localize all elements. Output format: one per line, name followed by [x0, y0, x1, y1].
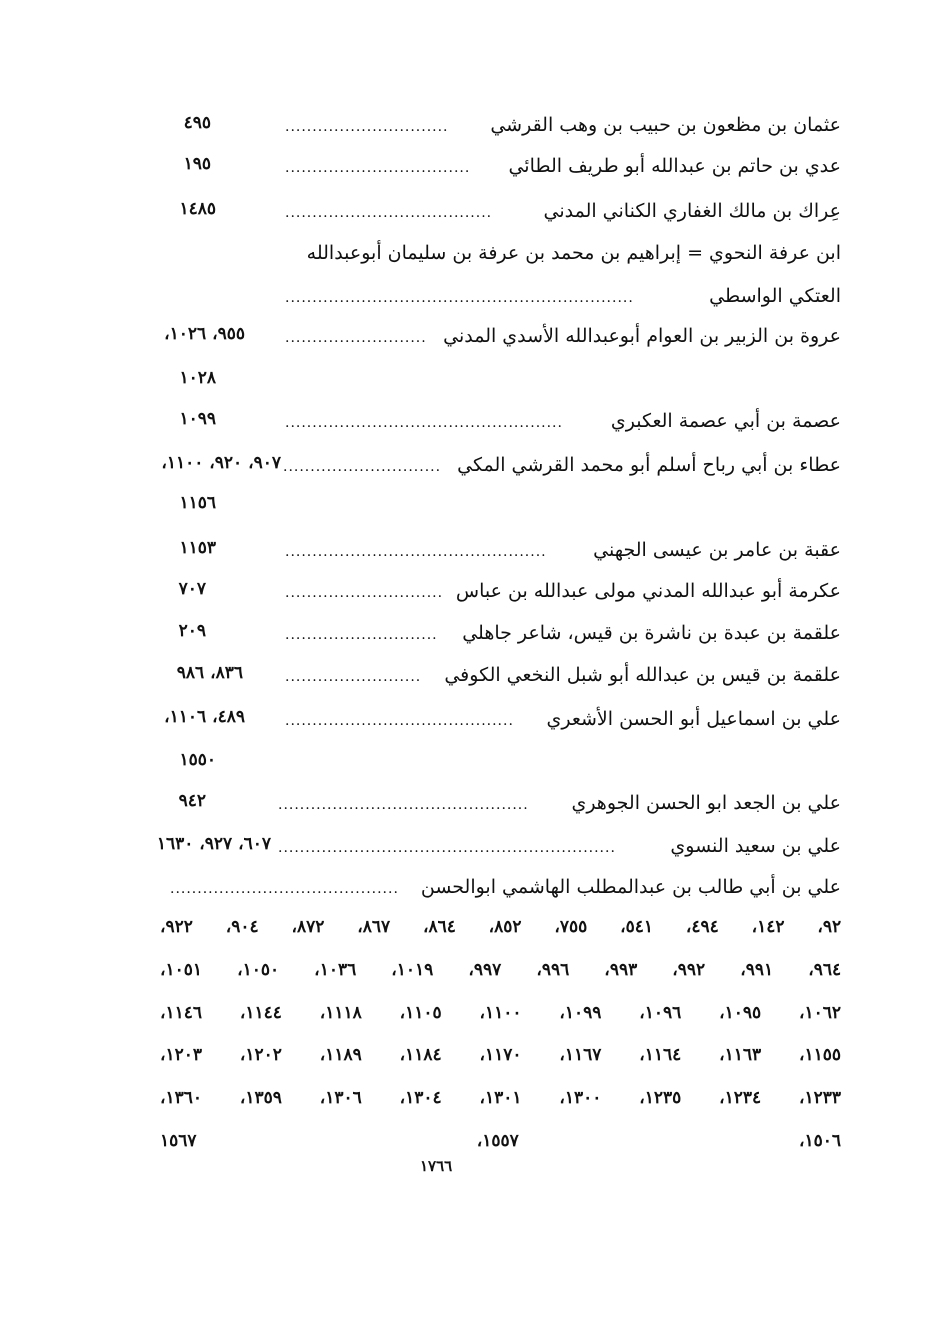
entry-name: عِراك بن مالك الغفاري الكناني المدني	[543, 200, 841, 222]
entry-name: علي بن اسماعيل أبو الحسن الأشعري	[546, 708, 841, 730]
leader-dots: ..............................	[285, 119, 449, 135]
entry-name: عطاء بن أبي رباح أسلم أبو محمد القرشي المكي	[457, 454, 841, 476]
leader-dots: ................................................	[285, 544, 547, 560]
leader-dots: ..............................................................	[278, 840, 616, 856]
continuation-pages: ٩٢، ١٤٢، ٤٩٤، ٥٤١، ٧٥٥، ٨٥٢، ٨٦٤، ٨٦٧، ٨٧٢، ٩٠٤، ٩٢٢،	[160, 917, 842, 937]
continuation-pages: ١٥٠٦، ١٥٥٧، ١٥٦٧	[160, 1131, 841, 1151]
entry-pages: ٨٣٦، ٩٨٦	[176, 663, 243, 683]
entry-pages: ٤٨٩، ١١٠٦،	[164, 707, 245, 727]
leader-dots: ......................................	[285, 205, 493, 221]
leader-dots: ..................................	[285, 160, 471, 176]
entry-name: علقمة بن عبدة بن ناشرة بن قيس، شاعر جاهلي	[462, 622, 841, 644]
entry-pages: ١٤٨٥	[179, 199, 216, 219]
leader-dots: ............................	[285, 627, 438, 643]
entry-name: عصمة بن أبي عصمة العكبري	[610, 410, 841, 432]
entry-name: علقمة بن قيس بن عبدالله أبو شبل النخعي الكوفي	[444, 664, 841, 686]
leader-dots: ..........................................	[285, 713, 514, 729]
entry-name: ابن عرفة النحوي = إبراهيم بن محمد بن عرفة بن سليمان أبوعبدالله	[306, 242, 841, 264]
leader-dots: .............................	[283, 459, 442, 475]
entry-pages: ١٠٩٩	[179, 409, 216, 429]
continuation-pages: ١٠٦٢، ١٠٩٥، ١٠٩٦، ١٠٩٩، ١١٠٠، ١١٠٥، ١١١٨، ١١٤٤، ١١٤٦،	[160, 1003, 842, 1023]
leader-dots: ..........................	[285, 330, 427, 346]
entry-name: عدي بن حاتم بن عبدالله أبو طريف الطائي	[508, 155, 841, 177]
continuation-pages: ٩٦٤، ٩٩١، ٩٩٢، ٩٩٣، ٩٩٦، ٩٩٧، ١٠١٩، ١٠٣٦، ١٠٥٠، ١٠٥١،	[160, 960, 842, 980]
continuation-pages: ١١٥٥، ١١٦٣، ١١٦٤، ١١٦٧، ١١٧٠، ١١٨٤، ١١٨٩، ١٢٠٢، ١٢٠٣،	[160, 1045, 842, 1065]
entry-name: عكرمة أبو عبدالله المدني مولى عبدالله بن عباس	[455, 580, 841, 602]
entry-pages: ٤٩٥	[183, 113, 211, 133]
entry-pages: ١٥٥٠	[179, 750, 216, 770]
entry-name: عثمان بن مظعون بن حبيب بن وهب القرشي	[490, 114, 841, 136]
entry-pages: ٩٤٢	[178, 791, 206, 811]
leader-dots: ..............................................	[278, 797, 529, 813]
entry-name: علي بن أبي طالب بن عبدالمطلب الهاشمي ابوالحسن	[420, 876, 841, 898]
leader-dots: .........................	[285, 669, 422, 685]
entry-name: عقبة بن عامر بن عيسى الجهني	[593, 539, 841, 561]
entry-name: عروة بن الزبير بن العوام أبوعبدالله الأسدي المدني	[443, 325, 841, 347]
continuation-pages: ١٢٣٣، ١٢٣٤، ١٢٣٥، ١٣٠٠، ١٣٠١، ١٣٠٤، ١٣٠٦، ١٣٥٩، ١٣٦٠،	[160, 1088, 842, 1108]
entry-pages: ٢٠٩	[178, 621, 206, 641]
entry-pages: ٩٠٧، ٩٢٠، ١١٠٠،	[161, 453, 281, 473]
entry-pages: ١١٥٣	[179, 538, 216, 558]
leader-dots: .............................	[285, 585, 444, 601]
entry-pages: ١٠٢٨	[179, 368, 216, 388]
entry-pages: ٦٠٧، ٩٢٧، ١٦٣٠	[156, 834, 271, 854]
entry-pages: ٧٠٧	[178, 579, 206, 599]
entry-pages: ٩٥٥، ١٠٢٦،	[164, 324, 245, 344]
entry-name: علي بن الجعد ابو الحسن الجوهري	[571, 792, 841, 814]
entry-pages: ١٩٥	[183, 154, 211, 174]
leader-dots: ................................................................	[285, 290, 634, 306]
entry-name: العتكي الواسطي	[709, 285, 841, 307]
entry-pages: ١١٥٦	[179, 493, 216, 513]
page-number: ١٧٦٦	[420, 1157, 453, 1175]
entry-name: علي بن سعيد النسوي	[670, 835, 841, 857]
leader-dots: ...................................................	[285, 415, 563, 431]
leader-dots: ..........................................	[170, 881, 399, 897]
